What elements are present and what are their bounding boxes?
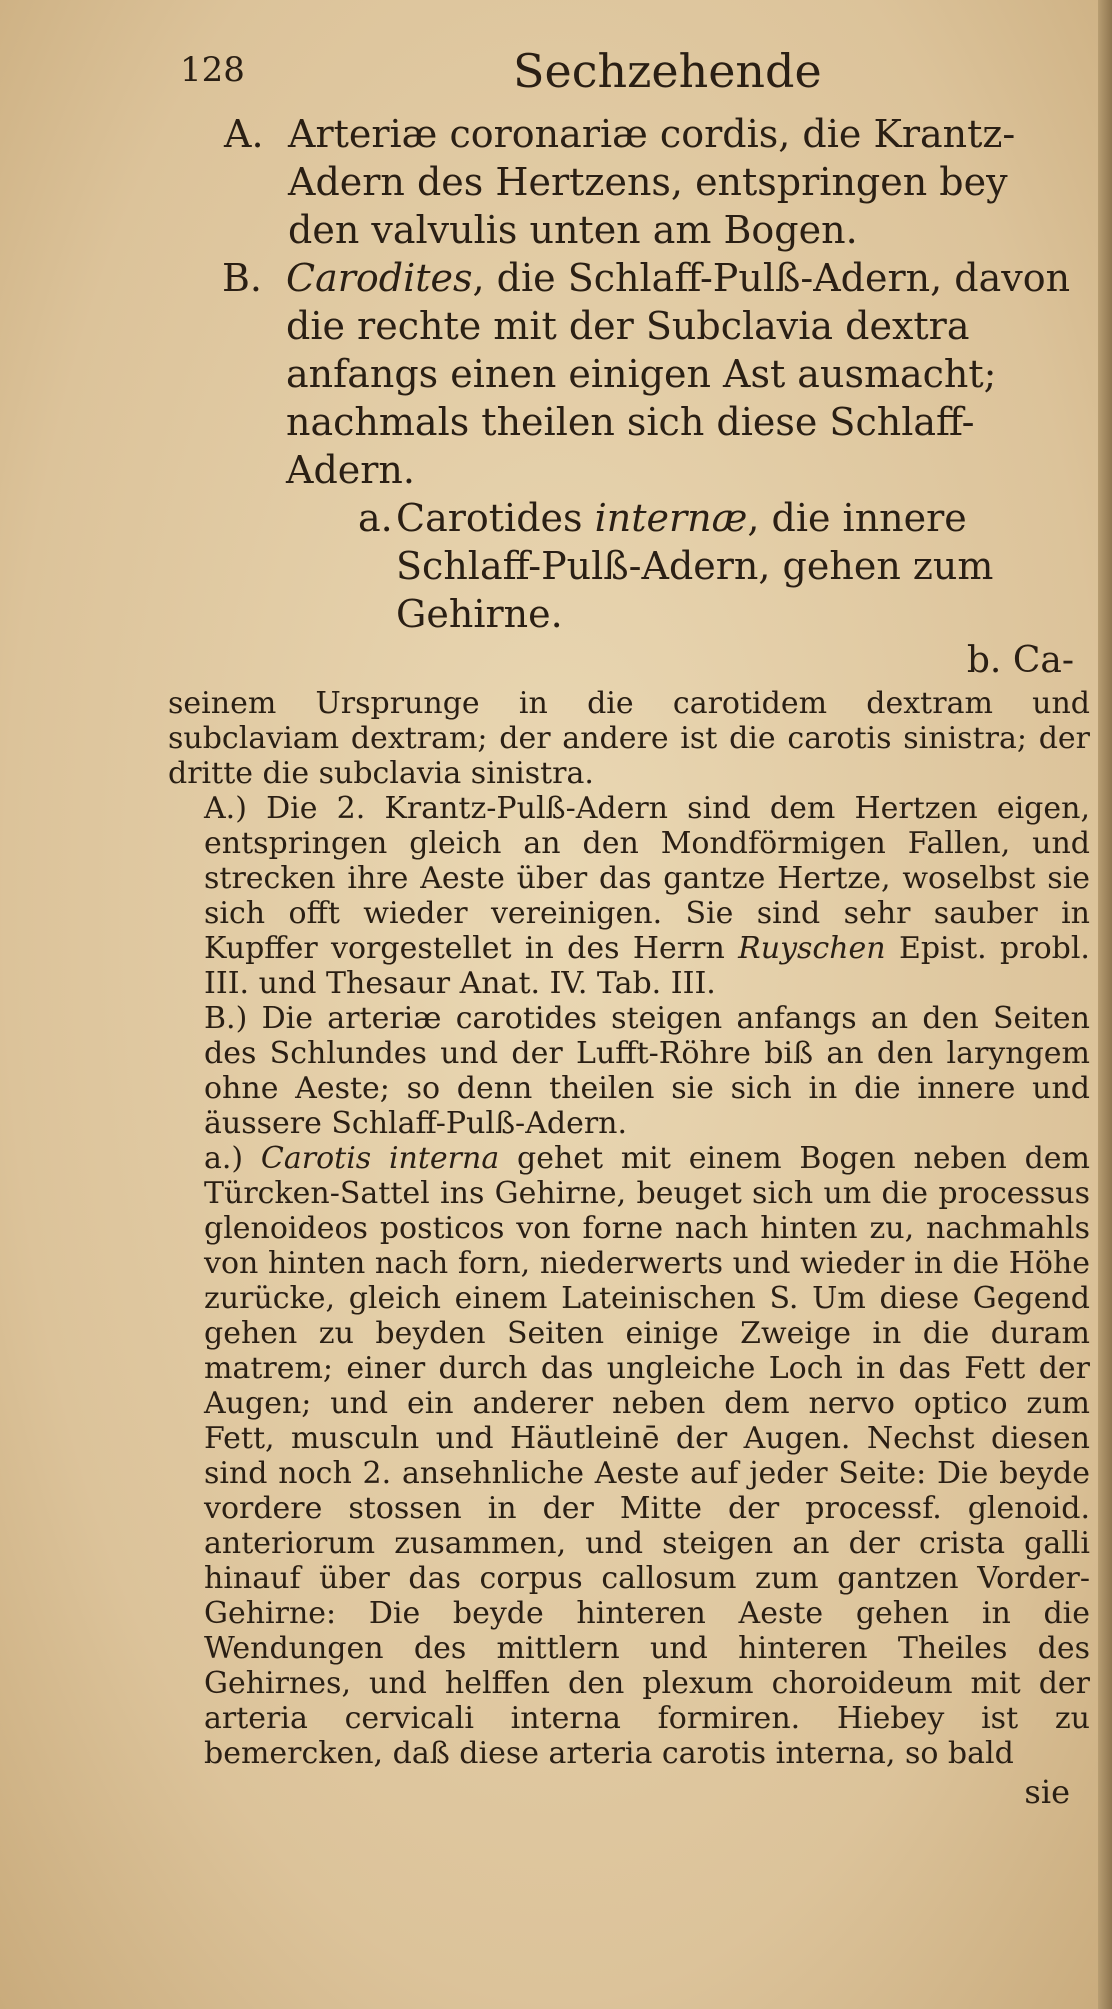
entry-label: A.	[224, 112, 264, 156]
note-body: Die 2. Krantz-Pulß-Adern sind dem Hertzen eigen, entspringen gleich an den Mondförmigen Fallen, und strecken ihre Aeste über das gantze Hertze, woselbst sie sich offt wieder vereinigen. Sie sind sehr sauber in Kupffer vorgestellet in des Herrn	[204, 791, 1090, 966]
entry-term: Carodites	[286, 256, 473, 300]
entry-b	[168, 254, 1090, 494]
note-a	[168, 791, 1090, 1001]
entry-label: a.	[358, 496, 393, 540]
entry-a	[168, 110, 1090, 254]
entry-a-sub	[168, 494, 1090, 638]
page-header	[168, 44, 1068, 104]
catchword: b. Ca-	[966, 640, 1074, 681]
note-label: B.)	[204, 1001, 248, 1036]
entry-label: B.	[222, 256, 263, 300]
entry-text: Arteriæ coronariæ cordis, die Krantz-Adern des Hertzens, entspringen bey den valvulis unten am Bogen.	[288, 112, 1016, 252]
note-term: Ruyschen	[738, 931, 886, 966]
running-head: Sechzehende	[513, 44, 822, 98]
note-body: gehet mit einem Bogen neben dem Türcken-Sattel ins Gehirne, beuget sich um die processus glenoideos posticos von forne nach hinten zu, nachmahls von hinten nach forn, niederwerts und wieder in die Höhe zurücke, gleich einem Lateinischen S. Um diese Gegend gehen zu beyden Seiten einige Zweige in die duram matrem; einer durch das ungleiche Loch in das Fett der Augen; und ein anderer neben dem nervo optico zum Fett, musculn und Häutleinē der Augen. Nechst diesen sind noch 2. ansehnliche Aeste auf jeder Seite: Die beyde vordere stossen in der Mitte der processf. glenoid. anteriorum zusammen, und steigen an der crista galli hinauf über das corpus callosum zum gantzen Vorder-Gehirne: Die beyde hinteren Aeste gehen in die Wendungen des mittlern und hinteren Theiles des Gehirnes, und helffen den plexum choroideum mit der arteria cervicali interna formiren. Hiebey ist zu bemercken, daß diese arteria carotis interna, so bald	[204, 1141, 1090, 1771]
note-body: Epist. probl. III. und Thesaur Anat. IV. Tab. III.	[204, 931, 1090, 1001]
note-term: Carotis interna	[260, 1141, 500, 1176]
note-label: a.)	[204, 1141, 244, 1176]
note-b	[168, 1001, 1090, 1141]
page-edge	[1098, 0, 1112, 2009]
entry-body: , die Schlaff-Pulß-Adern, davon die rechte mit der Subclavia dextra anfangs einen einigen Ast ausmacht; nachmals theilen sich diese Schlaff-Adern.	[286, 256, 1071, 492]
entry-text	[396, 494, 1090, 638]
note-label: A.)	[204, 791, 247, 826]
note-intro: seinem Ursprunge in die carotidem dextram und subclaviam dextram; der andere ist die carotis sinistra; der dritte die subclavia sinistra.	[168, 686, 1090, 791]
entry-pre: Carotides	[396, 496, 595, 540]
footnotes	[168, 686, 1090, 1771]
entry-body: , die innere Schlaff-Pulß-Adern, gehen zum Gehirne.	[396, 496, 994, 636]
page-number: 128	[180, 50, 245, 90]
catchword-end: sie	[1024, 1773, 1070, 1811]
note-body: Die arteriæ carotides steigen anfangs an den Seiten des Schlundes und der Lufft-Röhre biß an den laryngem ohne Aeste; so denn theilen sie sich in die innere und äussere Schlaff-Pulß-Adern.	[204, 1001, 1090, 1141]
entry-text	[286, 254, 1090, 494]
entry-term: internæ	[594, 496, 748, 540]
note-c	[168, 1141, 1090, 1771]
page-text	[168, 110, 1090, 1811]
